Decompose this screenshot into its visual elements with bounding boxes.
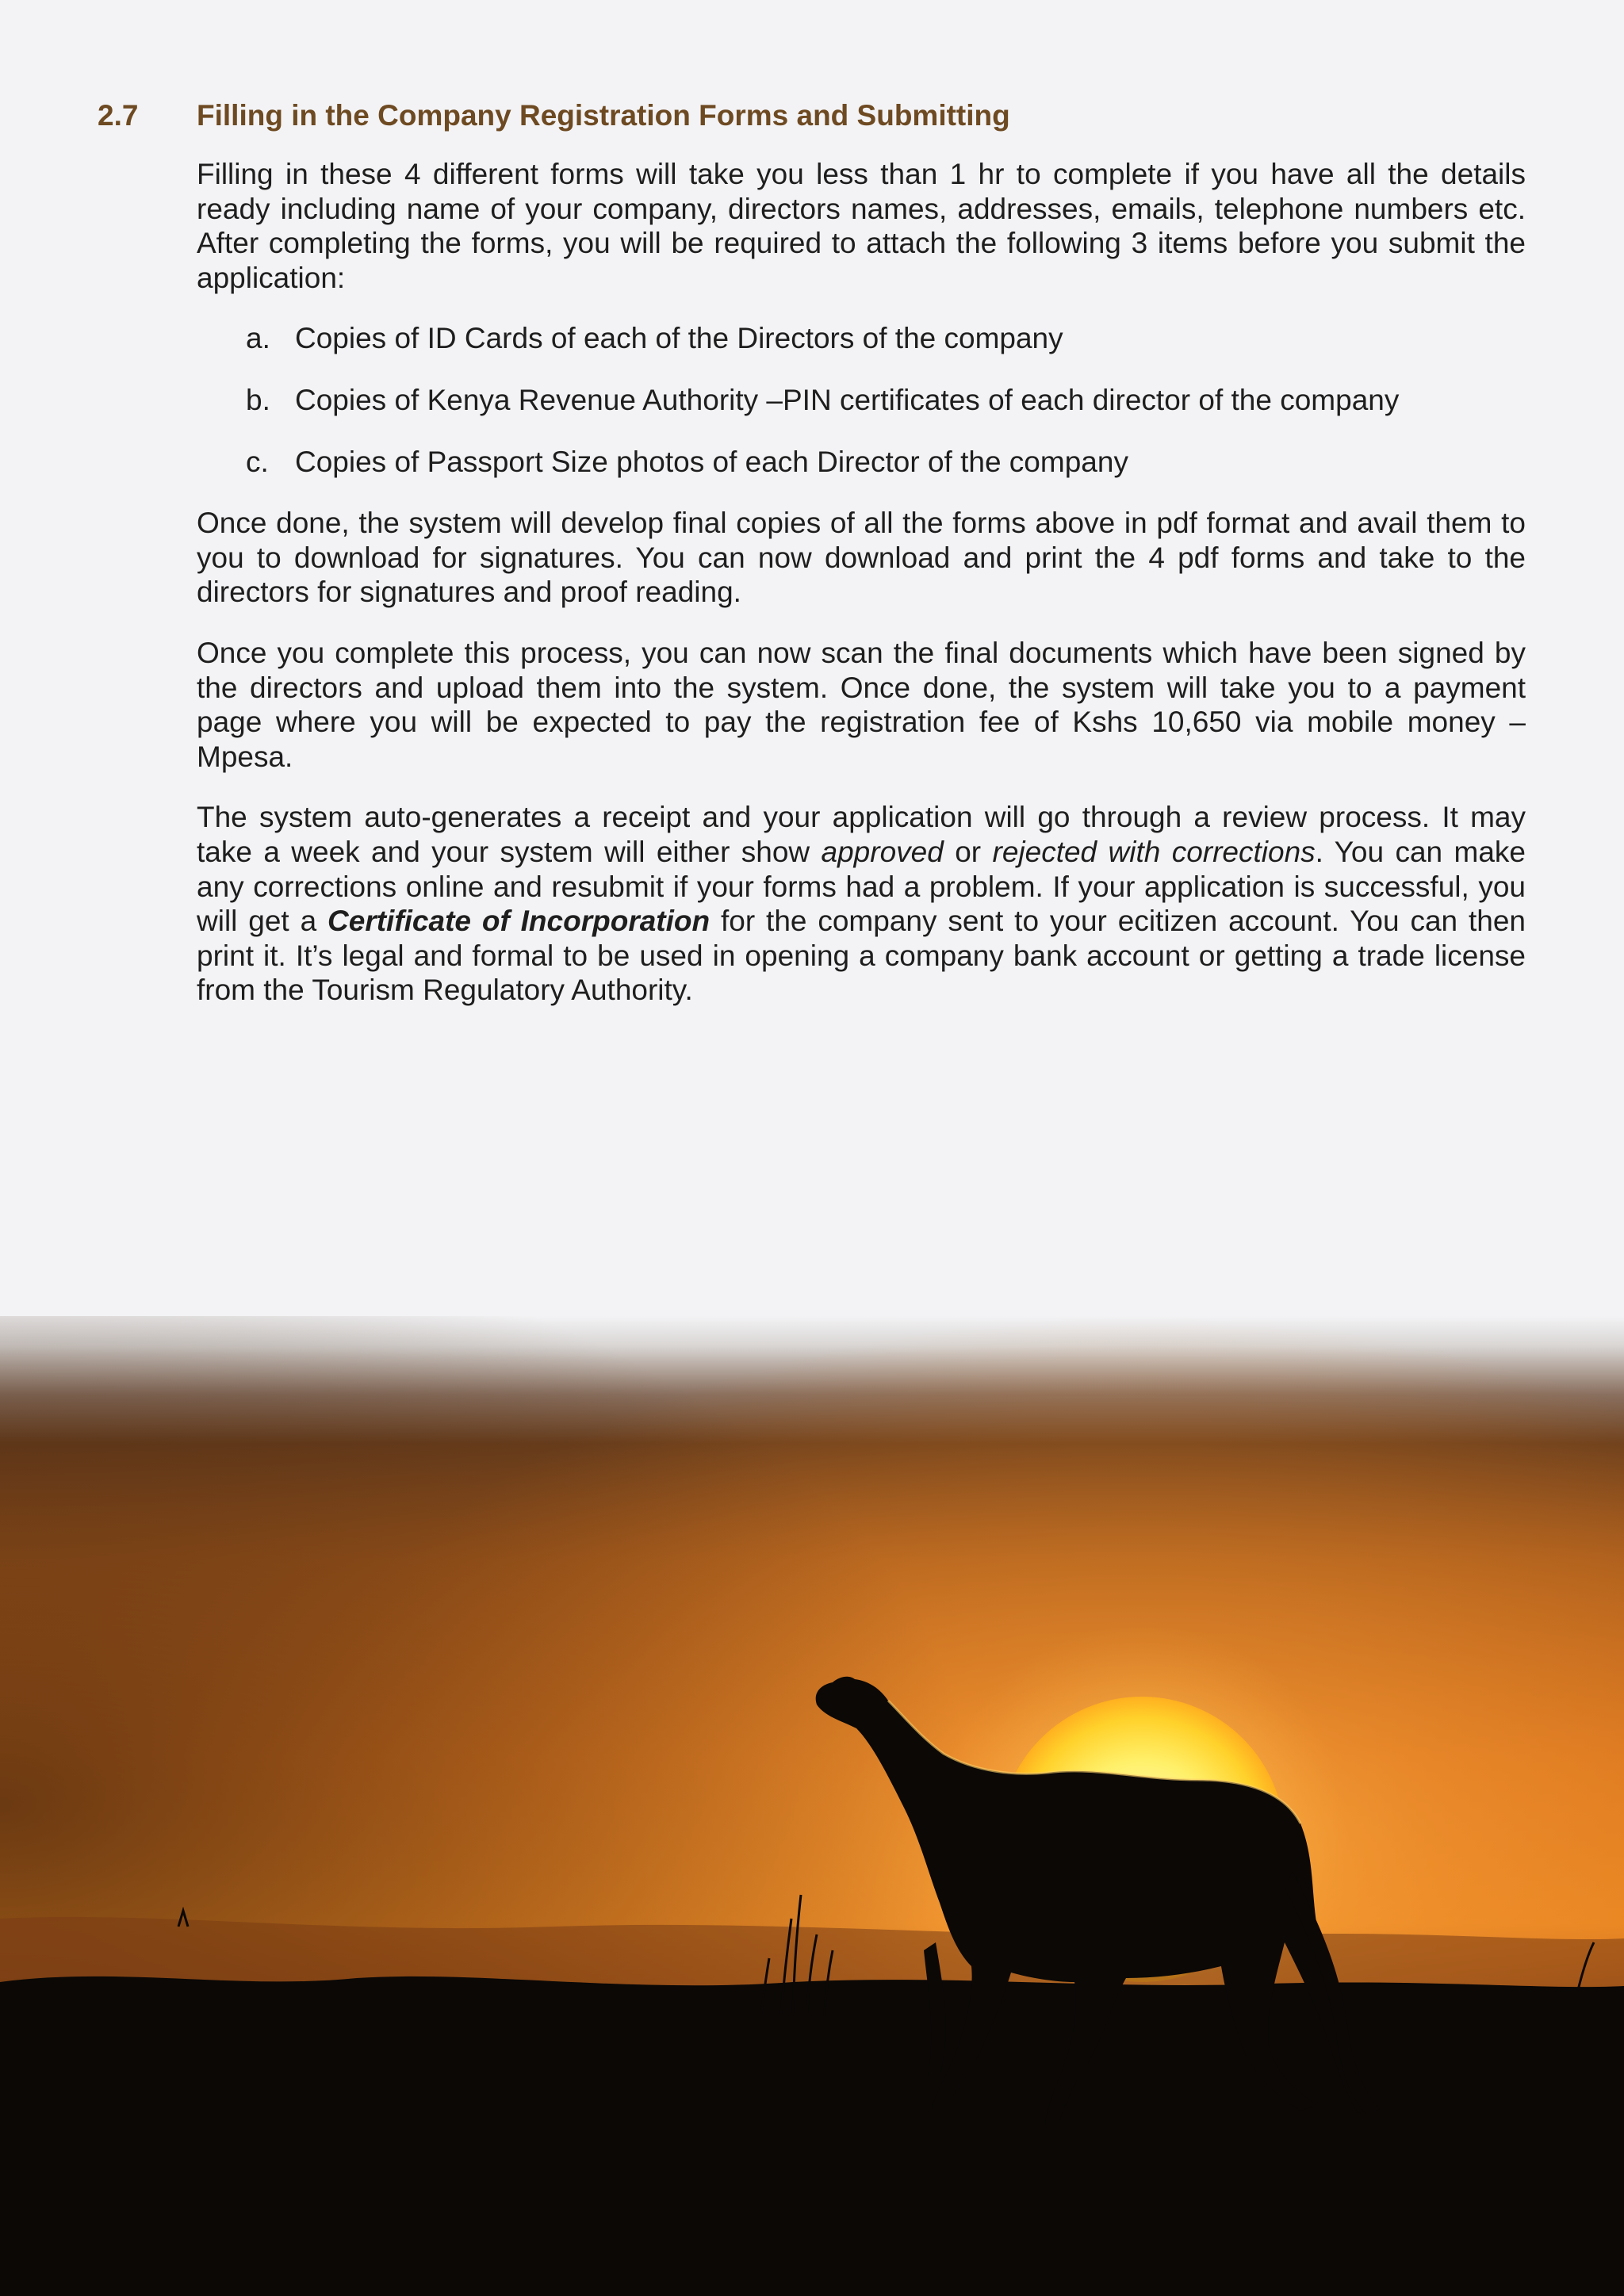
requirements-list (197, 321, 1526, 479)
review-text-1: The system auto-generates a receipt and your application will go through a review process. It may take a week and your system will either show (197, 801, 1526, 868)
section-heading (98, 94, 1525, 138)
section-number: 2.7 (98, 99, 139, 132)
cheetah-sunset-illustration (0, 1316, 1624, 2296)
payment-paragraph: Once you complete this process, you can now scan the final documents which have been signed by the directors and upload them into the system. Once done, the system will take you to a payment page where you will be expected to pay the registration fee of Kshs 10,650 via mobile money – Mpesa. (197, 636, 1526, 773)
cheetah-sunset-photo (0, 1316, 1624, 2296)
review-paragraph (197, 800, 1526, 1008)
review-text-4: for the company sent to your ecitizen account. You can then print it. It’s legal and formal to be used in opening a company bank account or getting a trade license from the Tourism Regulatory Authority. (197, 905, 1526, 1007)
list-item (197, 321, 1526, 356)
certificate-name: Certificate of Incorporation (327, 905, 710, 938)
download-paragraph: Once done, the system will develop final copies of all the forms above in pdf format and avail them to you to download for signatures. You can now download and print the 4 pdf forms and take to the directors for signatures and proof reading. (197, 507, 1526, 609)
review-text-2: or (943, 835, 993, 868)
list-item-text: Copies of Kenya Revenue Authority –PIN certificates of each director of the company (295, 383, 1400, 416)
review-text-3: . You can make any corrections online and resubmit if your forms had a problem. If your application is successful, you will get a (197, 835, 1526, 938)
status-rejected: rejected with corrections (992, 835, 1316, 868)
status-approved: approved (821, 835, 944, 868)
list-item (197, 383, 1526, 418)
ground-silhouette (0, 1976, 1624, 2296)
intro-paragraph: Filling in these 4 different forms will take you less than 1 hr to complete if you have all the details ready including name of your company, directors names, addresses, emails, telephone numbers etc. After completing the forms, you will be required to attach the following 3 items before you submit the application: (197, 158, 1526, 294)
list-item-text: Copies of ID Cards of each of the Directors of the company (295, 322, 1063, 355)
list-item-text: Copies of Passport Size photos of each Director of the company (295, 445, 1128, 478)
list-marker: b. (246, 383, 270, 416)
body-column (197, 157, 1526, 1034)
list-marker: c. (246, 445, 269, 478)
section-title: Filling in the Company Registration Forms and Submitting (197, 99, 1010, 132)
list-item (197, 445, 1526, 480)
list-marker: a. (246, 322, 270, 355)
